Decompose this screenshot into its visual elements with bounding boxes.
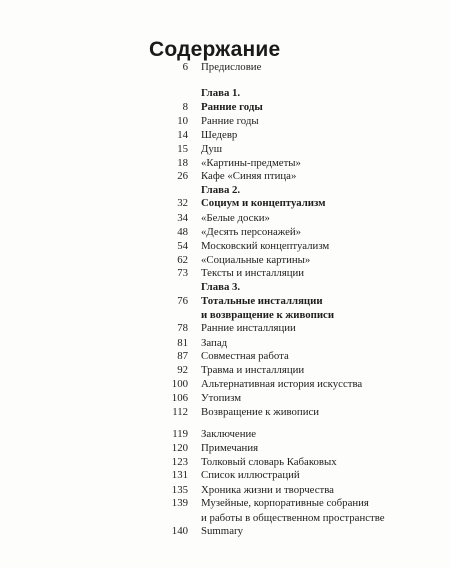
toc-page-number: 139 bbox=[171, 497, 188, 509]
toc-page-number: 10 bbox=[177, 115, 188, 127]
toc-page-number: 120 bbox=[171, 442, 188, 454]
toc-page-number: 15 bbox=[177, 143, 188, 155]
toc-page-number: 54 bbox=[177, 240, 188, 252]
toc-title: Тексты и инсталляции bbox=[201, 267, 305, 279]
toc-title: Глава 2. bbox=[201, 184, 241, 196]
toc-title: Глава 1. bbox=[201, 87, 241, 99]
toc-page-number: 123 bbox=[171, 456, 188, 468]
toc-page-number: 78 bbox=[177, 322, 188, 334]
toc-page-number: 135 bbox=[171, 484, 188, 496]
toc-title: и возвращение к живописи bbox=[201, 309, 335, 321]
toc-page-number: 119 bbox=[172, 428, 188, 440]
toc-title: Ранние годы bbox=[201, 115, 259, 127]
toc-title: Толковый словарь Кабаковых bbox=[201, 456, 337, 468]
toc-page-number: 112 bbox=[172, 406, 188, 418]
toc-title: Глава 3. bbox=[201, 281, 241, 293]
toc-page-number: 81 bbox=[177, 337, 188, 349]
toc-title: Травма и инсталляции bbox=[201, 364, 305, 376]
toc-title: Тотальные инсталляции bbox=[201, 295, 323, 307]
toc-page-number: 48 bbox=[177, 226, 188, 238]
toc-page-number: 18 bbox=[177, 157, 188, 169]
toc-page-number: 26 bbox=[177, 170, 188, 182]
toc-title: Ранние годы bbox=[201, 101, 263, 113]
toc-title: Список иллюстраций bbox=[201, 469, 300, 481]
toc-title: Запад bbox=[201, 337, 228, 349]
page-title: Содержание bbox=[149, 38, 281, 61]
toc-entry[interactable] bbox=[0, 404, 450, 421]
toc-page-number: 14 bbox=[177, 129, 188, 141]
toc-title: Московский концептуализм bbox=[201, 240, 330, 252]
toc-page-number: 140 bbox=[171, 525, 188, 537]
toc-page-number: 92 bbox=[177, 364, 188, 376]
toc-title: Душ bbox=[201, 143, 223, 155]
toc-title: Примечания bbox=[201, 442, 259, 454]
toc-page-number: 87 bbox=[177, 350, 188, 362]
toc-page-number: 73 bbox=[177, 267, 188, 279]
toc-title: Музейные, корпоративные собрания bbox=[201, 497, 369, 509]
toc-title: Социум и концептуализм bbox=[201, 197, 326, 209]
toc-title: Альтернативная история искусства bbox=[201, 378, 363, 390]
toc-title: Ранние инсталляции bbox=[201, 322, 296, 334]
toc-title: Предисловие bbox=[201, 61, 262, 73]
toc-title: Заключение bbox=[201, 428, 257, 440]
toc-title: «Десять персонажей» bbox=[201, 226, 302, 238]
toc-title: Кафе «Синяя птица» bbox=[201, 170, 297, 182]
toc-title: Возвращение к живописи bbox=[201, 406, 320, 418]
toc-page-number: 131 bbox=[171, 469, 188, 481]
toc-entry[interactable] bbox=[0, 523, 450, 540]
toc-title: Шедевр bbox=[201, 129, 238, 141]
toc-title: Утопизм bbox=[201, 392, 242, 404]
toc-page-number: 6 bbox=[182, 61, 188, 73]
toc-title: и работы в общественном пространстве bbox=[201, 512, 385, 524]
toc-page-number: 62 bbox=[177, 254, 188, 266]
toc-page-number: 100 bbox=[171, 378, 188, 390]
toc-page-number: 8 bbox=[182, 101, 188, 113]
toc-title: Совместная работа bbox=[201, 350, 289, 362]
toc-title: «Белые доски» bbox=[201, 212, 270, 224]
toc-page-number: 34 bbox=[177, 212, 188, 224]
toc-title: Хроника жизни и творчества bbox=[201, 484, 334, 496]
toc-title: «Картины-предметы» bbox=[201, 157, 301, 169]
toc-page-number: 76 bbox=[177, 295, 188, 307]
toc-title: «Социальные картины» bbox=[201, 254, 311, 266]
toc-title: Summary bbox=[201, 525, 243, 537]
toc-page-number: 32 bbox=[177, 197, 188, 209]
toc-entry[interactable] bbox=[0, 59, 450, 76]
toc-page-number: 106 bbox=[171, 392, 188, 404]
